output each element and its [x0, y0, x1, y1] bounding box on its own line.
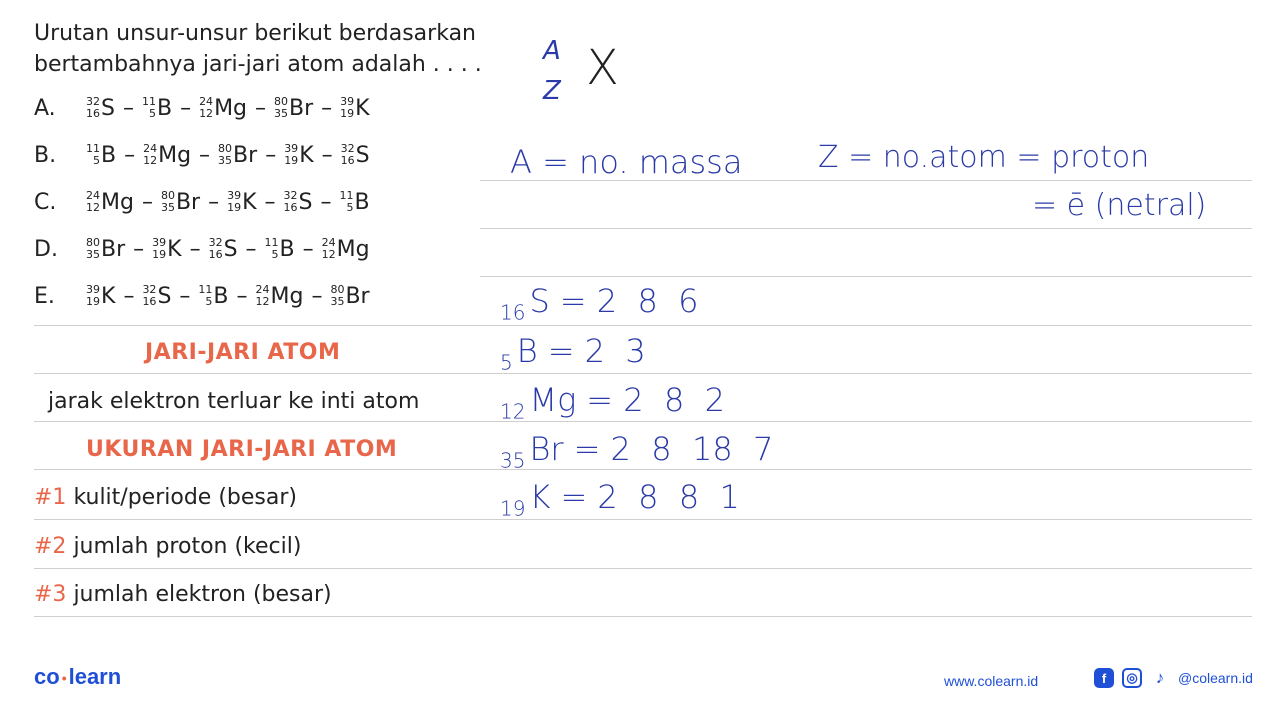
isotope-numbers [142, 96, 156, 120]
isotope-numbers [143, 143, 157, 167]
element-symbol: Br [233, 142, 258, 168]
atomic-number: 16 [142, 295, 157, 308]
atomic-number: 12 [86, 201, 100, 214]
mass-number: 11 [198, 283, 213, 296]
nuclide [86, 143, 116, 168]
atomic-number: 19 [152, 248, 167, 261]
nuclide [227, 190, 256, 215]
config-atomic-number: 5 [500, 350, 513, 375]
element-symbol: S [355, 142, 370, 168]
nuclide [256, 284, 304, 309]
config-values: = 2 8 18 7 [573, 430, 774, 468]
separator-dash: – [264, 189, 276, 215]
mass-number: 24 [255, 283, 270, 296]
option-3[interactable] [34, 229, 370, 269]
colearn-logo [34, 664, 121, 690]
isotope-numbers [86, 190, 100, 214]
element-symbol: S [157, 283, 172, 309]
separator-dash: – [208, 189, 220, 215]
element-symbol: K [355, 95, 370, 121]
isotope-numbers [330, 284, 344, 308]
mass-number: 32 [86, 95, 100, 108]
mass-number: 32 [283, 189, 298, 202]
separator-dash: – [321, 142, 333, 168]
mass-number: 32 [340, 142, 355, 155]
atomic-number: 5 [271, 248, 279, 261]
config-values: = 2 8 2 [586, 381, 726, 419]
atomic-number: 5 [93, 154, 100, 167]
config-values: = 2 8 6 [559, 282, 699, 320]
config-atomic-number: 19 [500, 496, 526, 521]
rule-text: jumlah proton (kecil) [73, 534, 302, 559]
website-url[interactable]: www.colearn.id [944, 673, 1039, 689]
handwritten-atomic-number-symbol: Z [543, 76, 561, 106]
config-atomic-number: 16 [500, 300, 526, 325]
config-values: = 2 3 [547, 332, 646, 370]
separator-dash: – [199, 142, 211, 168]
config-element-symbol: K [529, 478, 551, 516]
separator-dash: – [321, 95, 333, 121]
option-letter: B. [34, 142, 57, 168]
element-symbol: B [354, 189, 370, 215]
separator-dash: – [311, 283, 323, 309]
atomic-number: 12 [321, 248, 336, 261]
divider [480, 228, 1252, 229]
config-atomic-number: 35 [500, 448, 526, 473]
instagram-icon[interactable]: ◎ [1122, 668, 1142, 688]
handwritten-element-symbol: X [586, 40, 619, 96]
mass-number: 80 [86, 236, 100, 249]
mass-number: 39 [227, 189, 242, 202]
element-symbol: K [242, 189, 257, 215]
atomic-number: 19 [340, 107, 355, 120]
nuclide [198, 284, 228, 309]
atomic-number: 16 [208, 248, 223, 261]
facebook-icon[interactable]: f [1094, 668, 1114, 688]
logo-text-right: learn [68, 664, 122, 689]
nuclide [340, 190, 370, 215]
mass-number: 11 [86, 142, 100, 155]
rule-text: kulit/periode (besar) [73, 485, 297, 510]
divider [34, 616, 1252, 617]
atomic-number: 16 [86, 107, 100, 120]
rule-number: #1 [34, 485, 67, 510]
rule-text: jumlah elektron (besar) [73, 582, 332, 607]
element-symbol: Mg [214, 95, 248, 121]
handwritten-def-atomic-number: Z = no.atom = proton [818, 140, 1150, 175]
element-symbol: Br [345, 283, 370, 309]
atomic-number: 19 [86, 295, 100, 308]
element-symbol: K [167, 236, 182, 262]
nuclide [284, 190, 313, 215]
social-handle: @colearn.id [1178, 670, 1253, 686]
config-element-symbol: B [516, 332, 538, 370]
nuclide [265, 237, 295, 262]
social-links [1094, 668, 1253, 688]
option-letter: A. [34, 95, 56, 121]
isotope-numbers [86, 96, 100, 120]
mass-number: 11 [141, 95, 156, 108]
separator-dash: – [124, 142, 136, 168]
handwritten-mass-number-symbol: A [543, 36, 561, 66]
element-symbol: Br [289, 95, 314, 121]
isotope-numbers [161, 190, 175, 214]
isotope-numbers [340, 96, 354, 120]
isotope-numbers [265, 237, 279, 261]
question-line-2: bertambahnya jari-jari atom adalah . . . . [34, 52, 482, 77]
option-1[interactable] [34, 135, 370, 175]
nuclide [142, 96, 172, 121]
atomic-number: 12 [255, 295, 270, 308]
mass-number: 11 [339, 189, 354, 202]
question-text [34, 18, 482, 80]
rule-1 [34, 485, 297, 510]
element-symbol: S [298, 189, 313, 215]
rule-2 [34, 534, 301, 559]
logo-dot: • [61, 670, 67, 687]
rule-number: #2 [34, 534, 67, 559]
isotope-numbers [209, 237, 223, 261]
nuclide [218, 143, 257, 168]
atomic-number: 16 [340, 154, 355, 167]
element-symbol: Mg [158, 142, 192, 168]
nuclide [86, 96, 115, 121]
nuclide [143, 143, 191, 168]
atomic-number: 19 [227, 201, 242, 214]
rule-3 [34, 582, 332, 607]
isotope-numbers [199, 96, 213, 120]
nuclide [142, 284, 171, 309]
atomic-number: 35 [86, 248, 100, 261]
nuclide [322, 237, 370, 262]
mass-number: 24 [199, 95, 214, 108]
mass-number: 32 [208, 236, 223, 249]
nuclide [86, 190, 134, 215]
nuclide [86, 284, 115, 309]
mass-number: 80 [160, 189, 175, 202]
nuclide [199, 96, 247, 121]
mass-number: 24 [86, 189, 100, 202]
handwritten-def-mass-number: A = no. massa [510, 143, 743, 181]
element-symbol: B [101, 142, 117, 168]
separator-dash: – [122, 95, 134, 121]
mass-number: 11 [264, 236, 279, 249]
nuclide [341, 143, 370, 168]
isotope-numbers [86, 237, 100, 261]
divider [34, 325, 1252, 326]
mass-number: 80 [330, 283, 345, 296]
option-2[interactable] [34, 182, 370, 222]
element-symbol: Mg [101, 189, 134, 215]
element-symbol: S [223, 236, 238, 262]
isotope-numbers [284, 143, 298, 167]
config-element-symbol: S [529, 282, 550, 320]
option-letter: D. [34, 236, 58, 262]
mass-number: 39 [340, 95, 355, 108]
mass-number: 39 [86, 283, 100, 296]
atomic-number: 5 [205, 295, 213, 308]
option-4[interactable] [34, 276, 370, 316]
element-symbol: Br [175, 189, 201, 215]
nuclide [209, 237, 238, 262]
atomic-number: 12 [143, 154, 158, 167]
mass-number: 24 [321, 236, 336, 249]
isotope-numbers [218, 143, 232, 167]
separator-dash: – [236, 283, 248, 309]
config-element-symbol: Mg [529, 381, 577, 419]
separator-dash: – [123, 283, 135, 309]
atomic-number: 35 [160, 201, 175, 214]
element-symbol: B [279, 236, 295, 262]
isotope-numbers [86, 284, 100, 308]
mass-number: 39 [152, 236, 167, 249]
config-atomic-number: 12 [500, 399, 526, 424]
heading-atomic-radius-size: UKURAN JARI-JARI ATOM [86, 437, 398, 462]
definition-atomic-radius: jarak elektron terluar ke inti atom [48, 389, 420, 414]
atomic-number: 35 [218, 154, 233, 167]
atomic-number: 16 [283, 201, 298, 214]
atomic-number: 12 [199, 107, 214, 120]
element-symbol: Br [101, 236, 126, 262]
isotope-numbers [86, 143, 100, 167]
nuclide [274, 96, 313, 121]
separator-dash: – [245, 236, 257, 262]
mass-number: 39 [284, 142, 299, 155]
separator-dash: – [302, 236, 314, 262]
separator-dash: – [133, 236, 145, 262]
isotope-numbers [274, 96, 288, 120]
config-values: = 2 8 8 1 [560, 478, 740, 516]
electron-config-row [500, 381, 725, 423]
isotope-numbers [256, 284, 270, 308]
element-symbol: K [101, 283, 116, 309]
separator-dash: – [265, 142, 277, 168]
atomic-number: 5 [148, 107, 156, 120]
separator-dash: – [180, 95, 192, 121]
element-symbol: B [213, 283, 229, 309]
nuclide [161, 190, 200, 215]
nuclide [284, 143, 313, 168]
rule-number: #3 [34, 582, 67, 607]
electron-config-row [500, 332, 646, 374]
config-element-symbol: Br [529, 430, 564, 468]
mass-number: 24 [143, 142, 158, 155]
mass-number: 80 [274, 95, 289, 108]
isotope-numbers [322, 237, 336, 261]
separator-dash: – [320, 189, 332, 215]
separator-dash: – [141, 189, 153, 215]
element-symbol: K [299, 142, 314, 168]
separator-dash: – [189, 236, 201, 262]
nuclide [330, 284, 369, 309]
option-letter: C. [34, 189, 57, 215]
element-symbol: Mg [270, 283, 304, 309]
electron-config-row [500, 282, 699, 324]
electron-config-row [500, 478, 740, 520]
mass-number: 32 [142, 283, 157, 296]
isotope-numbers [341, 143, 355, 167]
separator-dash: – [179, 283, 191, 309]
tiktok-icon[interactable]: ♪ [1155, 668, 1165, 687]
divider [34, 568, 1252, 569]
separator-dash: – [255, 95, 267, 121]
option-0[interactable] [34, 88, 370, 128]
atomic-number: 19 [284, 154, 299, 167]
isotope-numbers [227, 190, 241, 214]
handwritten-def-electron: = ē (netral) [1032, 188, 1207, 223]
nuclide [340, 96, 369, 121]
atomic-number: 5 [346, 201, 354, 214]
isotope-numbers [284, 190, 298, 214]
element-symbol: Mg [336, 236, 370, 262]
divider [480, 276, 1252, 277]
isotope-numbers [152, 237, 166, 261]
electron-config-row [500, 430, 773, 472]
element-symbol: S [101, 95, 115, 121]
isotope-numbers [142, 284, 156, 308]
nuclide [152, 237, 181, 262]
element-symbol: B [156, 95, 173, 121]
isotope-numbers [198, 284, 212, 308]
isotope-numbers [340, 190, 354, 214]
logo-text-left: co [34, 664, 60, 689]
nuclide [86, 237, 125, 262]
question-line-1: Urutan unsur-unsur berikut berdasarkan [34, 21, 476, 46]
heading-atomic-radius: JARI-JARI ATOM [145, 340, 341, 365]
atomic-number: 35 [274, 107, 289, 120]
mass-number: 80 [218, 142, 233, 155]
atomic-number: 35 [330, 295, 345, 308]
option-letter: E. [34, 283, 55, 309]
